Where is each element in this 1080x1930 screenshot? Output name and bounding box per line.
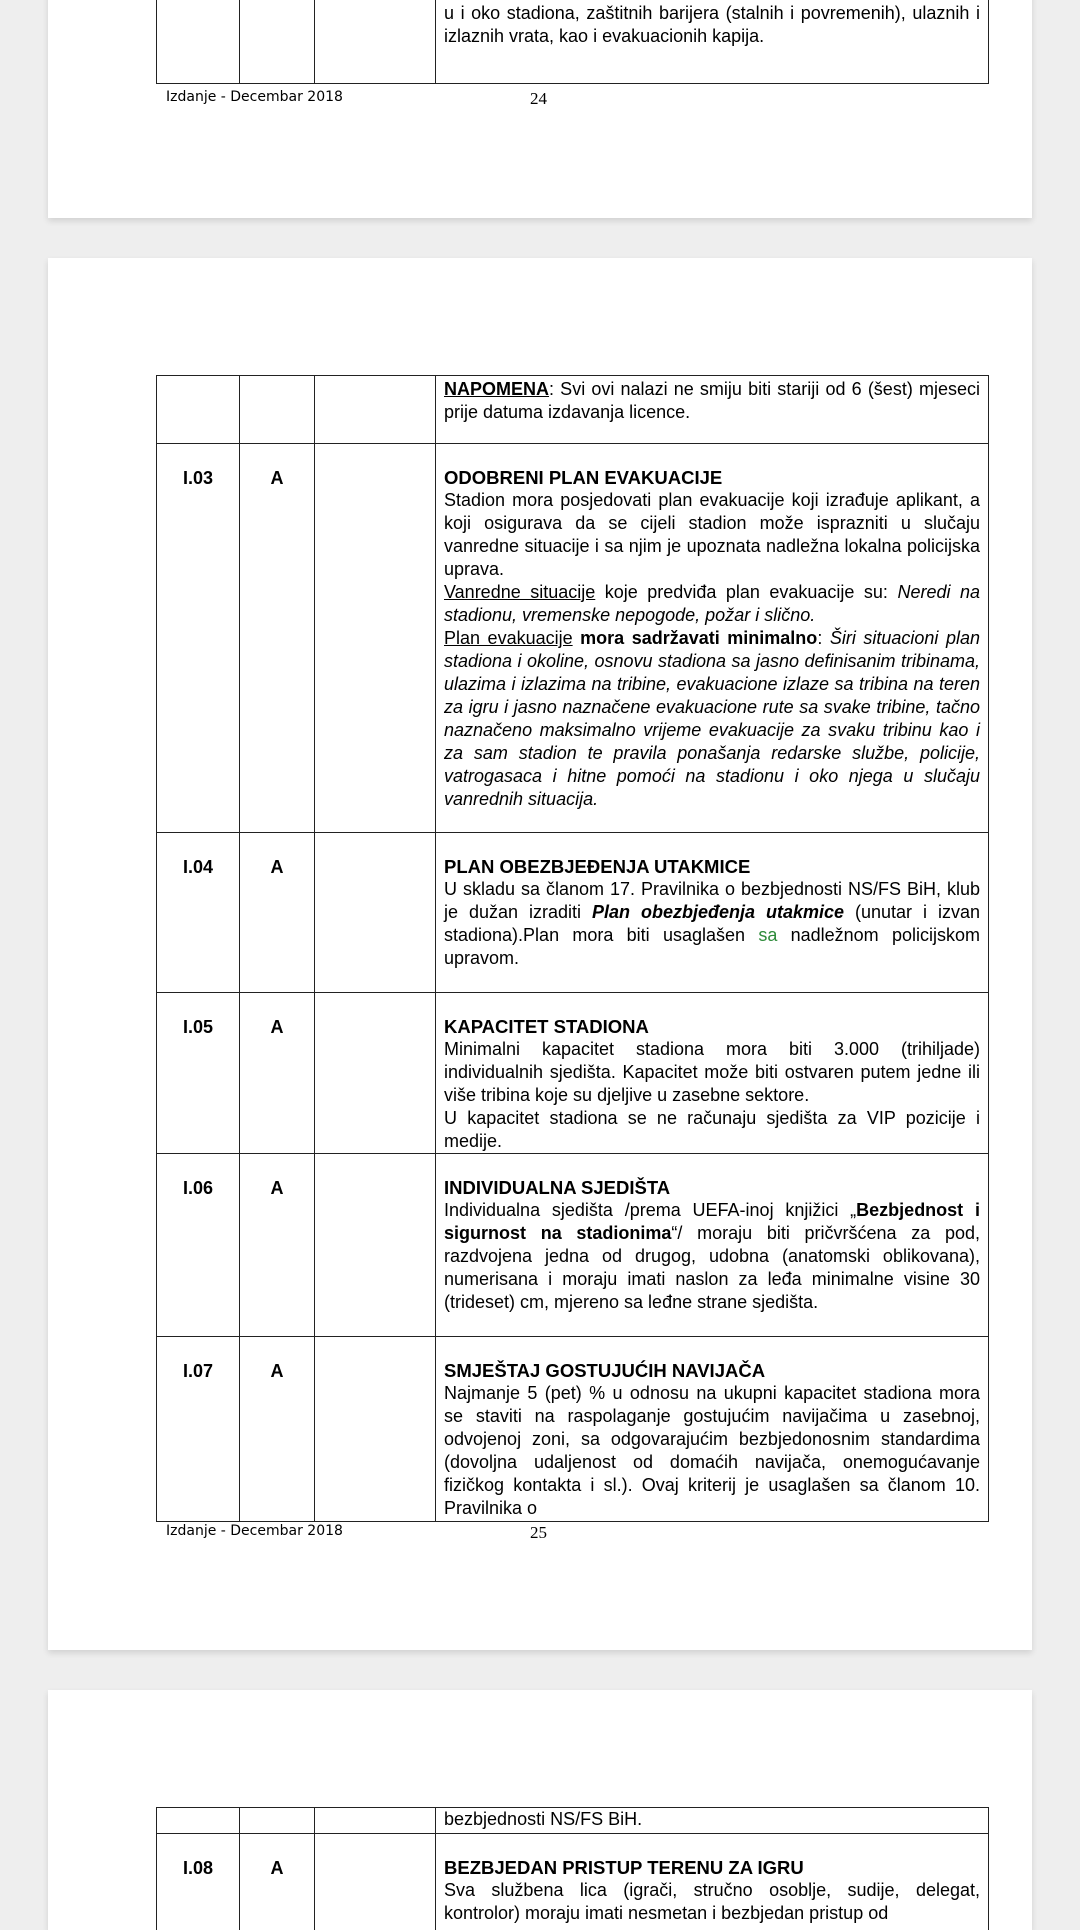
note-text: : Svi ovi nalazi ne smiju biti stariji od 6 (šest) mjeseci prije datuma izdavanja licence. [444, 379, 980, 422]
paragraph: Sva službena lica (igrači, stručno osoblje, sudije, delegat, kontrolor) moraju imati nesmetan i bezbjedan pristup od [444, 1879, 980, 1925]
table-row [157, 444, 989, 833]
text-span: “/ moraju biti pričvršćena za pod, razdvojena jedna od drugog, udobna (anatomski oblikovana), numerisana i moraju imati naslon za leđa minimalne visine 30 (trideset) cm, mjereno sa leđne strane sjedišta. [444, 1223, 980, 1312]
green-text: sa [758, 925, 777, 945]
criterion-level: A [240, 1154, 315, 1337]
italic-text: Širi situacioni plan stadiona i okoline, osnovu stadiona sa jasno definisanim tribinama, ulazima i izlazima na tribine, evakuacione izlaze sa tribina na teren za igru i jasno naznačene evakuacione rute sa svake tribine, tačno naznačeno maksimalno vrijeme evakuacije za svaku tribinu kao i za sam stadion te pravila ponašanja redarske službe, policije, vatrogasaca i hitne pomoći na stadionu i oko njega u slučaju vanrednih situacija. [444, 628, 980, 809]
code-cell [157, 0, 240, 84]
paragraph: bezbjednosti NS/FS BiH. [444, 1808, 980, 1831]
document-page-26 [48, 1690, 1032, 1930]
table-row [157, 833, 989, 993]
criterion-title: ODOBRENI PLAN EVAKUACIJE [444, 466, 980, 489]
page-number: 25 [530, 1523, 547, 1543]
criterion-level: A [240, 1337, 315, 1522]
criterion-title: BEZBJEDAN PRISTUP TERENU ZA IGRU [444, 1856, 980, 1879]
table-row [157, 993, 989, 1154]
paragraph [444, 878, 980, 970]
criterion-title: KAPACITET STADIONA [444, 1015, 980, 1038]
page-number: 24 [530, 89, 547, 109]
description-cell [436, 833, 989, 993]
criteria-table [156, 1807, 989, 1930]
text-span: (unutar i izvan stadiona).Plan mora biti usaglašen [444, 902, 980, 945]
criterion-level: A [240, 444, 315, 833]
criteria-table [156, 0, 989, 84]
bold-text: mora sadržavati minimalno [573, 628, 818, 648]
document-page-24 [48, 0, 1032, 218]
note-cell [436, 376, 989, 444]
criterion-code: I.04 [157, 833, 240, 993]
bold-italic-text: Plan obezbjeđenja utakmice [592, 902, 844, 922]
paragraph [444, 1199, 980, 1314]
text-span: : [817, 628, 830, 648]
cell-text: u i oko stadiona, zaštitnih barijera (stalnih i povremenih), ulaznih i izlaznih vrata, kao i evakuacionih kapija. [444, 0, 980, 48]
description-cell [436, 1834, 989, 1930]
criterion-level: A [240, 1834, 315, 1930]
criterion-code: I.05 [157, 993, 240, 1154]
document-page-25 [48, 258, 1032, 1650]
text-span: nadležnom policijskom upravom. [444, 925, 980, 968]
underlined-term: Plan evakuacije [444, 628, 573, 648]
paragraph [444, 627, 980, 811]
description-cell [436, 1808, 989, 1834]
text-span: U skladu sa članom 17. Pravilnika o bezbjednosti NS/FS BiH, klub je dužan izraditi [444, 879, 980, 922]
description-cell [436, 444, 989, 833]
criterion-code: I.07 [157, 1337, 240, 1522]
level-cell [240, 0, 315, 84]
empty-cell [315, 0, 436, 84]
criteria-table [156, 375, 989, 1522]
criterion-title: PLAN OBEZBJEĐENJA UTAKMICE [444, 855, 980, 878]
paragraph [444, 581, 980, 627]
text-span: koje predviđa plan evakuacije su: [595, 582, 888, 602]
table-row [157, 1808, 989, 1834]
table-row [157, 0, 989, 84]
table-row [157, 1337, 989, 1522]
paragraph: U kapacitet stadiona se ne računaju sjedišta za VIP pozicije i medije. [444, 1107, 980, 1153]
bold-text: Bezbjednost i sigurnost na stadionima [444, 1200, 980, 1243]
criterion-level: A [240, 993, 315, 1154]
table-row [157, 1154, 989, 1337]
description-cell [436, 993, 989, 1154]
table-row [157, 1834, 989, 1930]
criterion-code: I.08 [157, 1834, 240, 1930]
paragraph: Stadion mora posjedovati plan evakuacije koji izrađuje aplikant, a koji osigurava da se cijeli stadion može isprazniti u slučaju vanredne situacije i sa njim je upoznata nadležna lokalna policijska uprava. [444, 489, 980, 581]
criterion-level: A [240, 833, 315, 993]
description-cell [436, 0, 989, 84]
underlined-term: Vanredne situacije [444, 582, 595, 602]
criterion-code: I.06 [157, 1154, 240, 1337]
italic-text: Neredi na stadionu, vremenske nepogode, požar i slično. [444, 582, 980, 625]
description-cell [436, 1154, 989, 1337]
paragraph: Minimalni kapacitet stadiona mora biti 3.000 (trihiljade) individualnih sjedišta. Kapacitet može biti ostvaren putem jedne ili više tribina koje su djeljive u zasebne sektore. [444, 1038, 980, 1107]
footer-issue: Izdanje - Decembar 2018 [166, 89, 343, 105]
note-label: NAPOMENA [444, 379, 549, 399]
criterion-code: I.03 [157, 444, 240, 833]
footer-issue: Izdanje - Decembar 2018 [166, 1523, 343, 1539]
criterion-title: INDIVIDUALNA SJEDIŠTA [444, 1176, 980, 1199]
paragraph: Najmanje 5 (pet) % u odnosu na ukupni kapacitet stadiona mora se staviti na raspolaganje gostujućim navijačima u zasebnoj, odvojenoj zoni, sa odgovarajućim bezbjedonosnim standardima (dovoljna udaljenost od domaćih navijača, onemogućavanje fizičkog kontakta i sl.). Ovaj kriterij je usaglašen sa članom 10. Pravilnika o [444, 1382, 980, 1520]
criterion-title: SMJEŠTAJ GOSTUJUĆIH NAVIJAČA [444, 1359, 980, 1382]
table-row [157, 376, 989, 444]
description-cell [436, 1337, 989, 1522]
text-span: Individualna sjedišta /prema UEFA-inoj knjižici „ [444, 1200, 856, 1220]
